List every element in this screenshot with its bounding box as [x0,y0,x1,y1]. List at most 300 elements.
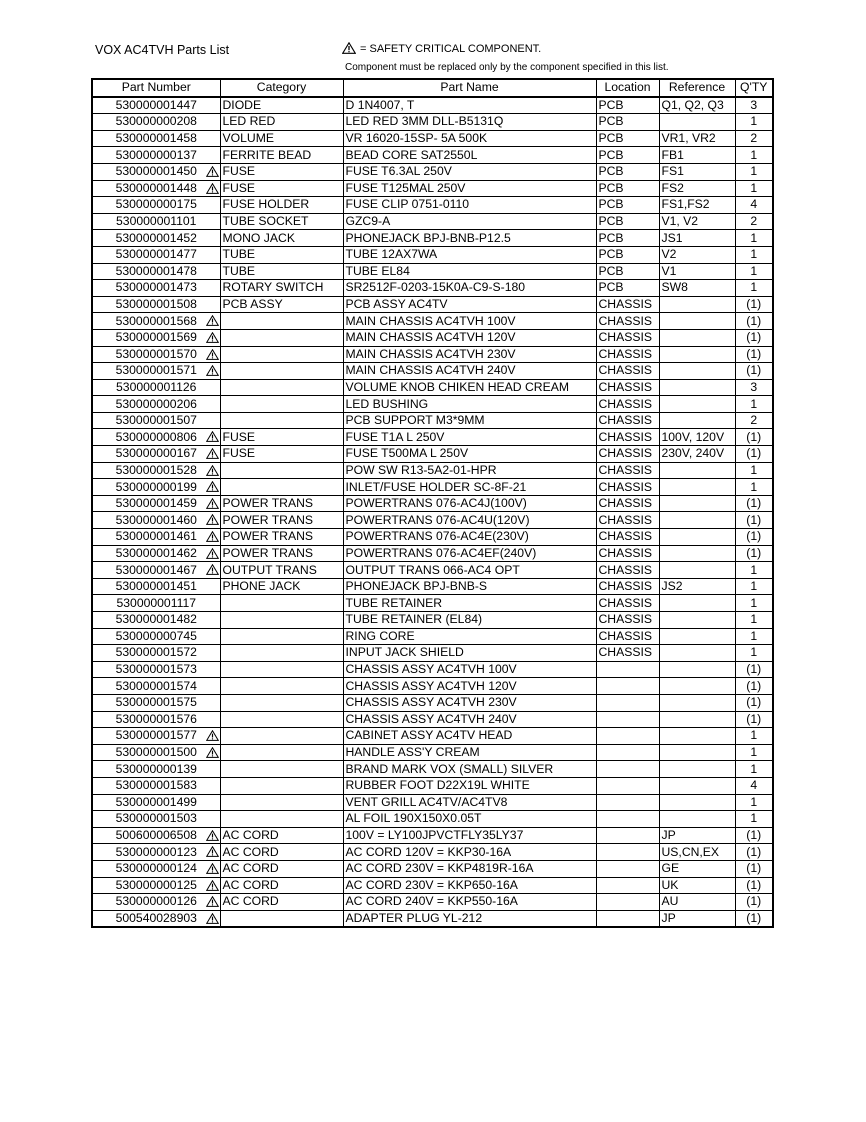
part-name-cell: POWERTRANS 076-AC4E(230V) [343,529,596,546]
quantity-cell: (1) [735,694,773,711]
part-number-cell [92,661,220,678]
quantity-cell: 4 [735,197,773,214]
location-cell: PCB [596,197,659,214]
reference-cell [659,329,735,346]
reference-cell [659,379,735,396]
category-cell: POWER TRANS [220,512,343,529]
part-number: 530000001500 [115,745,197,760]
part-number: 530000001126 [116,379,197,394]
part-name-cell: LED RED 3MM DLL-B5131Q [343,114,596,131]
part-number-cell [92,147,220,164]
category-cell: AC CORD [220,894,343,911]
quantity-cell: (1) [735,363,773,380]
table-row [92,860,773,877]
location-cell: CHASSIS [596,562,659,579]
table-row [92,744,773,761]
part-number: 530000001573 [115,662,197,677]
part-number: 530000000124 [115,861,197,876]
location-cell: CHASSIS [596,512,659,529]
part-name-cell: D 1N4007, T [343,97,596,114]
reference-cell [659,313,735,330]
category-cell: OUTPUT TRANS [220,562,343,579]
location-cell: CHASSIS [596,578,659,595]
category-cell: FUSE [220,180,343,197]
part-name-cell: CHASSIS ASSY AC4TVH 230V [343,694,596,711]
reference-cell [659,645,735,662]
table-row [92,97,773,114]
part-number-cell [92,744,220,761]
category-cell: TUBE [220,263,343,280]
table-row [92,578,773,595]
location-cell: CHASSIS [596,612,659,629]
part-number-cell [92,180,220,197]
part-number: 530000001572 [115,645,197,660]
part-name-cell: VR 16020-15SP- 5A 500K [343,130,596,147]
reference-cell: SW8 [659,280,735,297]
part-number-cell [92,529,220,546]
table-row [92,197,773,214]
location-cell: CHASSIS [596,296,659,313]
category-cell [220,346,343,363]
quantity-cell: 1 [735,811,773,828]
quantity-cell: 1 [735,578,773,595]
reference-cell: VR1, VR2 [659,130,735,147]
quantity-cell: (1) [735,495,773,512]
safety-warning-icon [206,166,219,180]
safety-warning-icon [206,747,219,761]
table-row [92,130,773,147]
part-number-cell [92,379,220,396]
table-row [92,180,773,197]
part-number-cell [92,495,220,512]
part-name-cell: FUSE T6.3AL 250V [343,163,596,180]
quantity-cell: 1 [735,147,773,164]
safety-note: Component must be replaced only by the component specified in this list. [345,62,669,73]
location-cell: CHASSIS [596,446,659,463]
table-row [92,678,773,695]
quantity-cell: (1) [735,529,773,546]
reference-cell [659,296,735,313]
category-cell [220,678,343,695]
part-number-cell [92,429,220,446]
category-cell [220,661,343,678]
part-number: 530000001477 [115,247,197,262]
location-cell: PCB [596,213,659,230]
reference-cell: 230V, 240V [659,446,735,463]
category-cell [220,794,343,811]
category-cell: PHONE JACK [220,578,343,595]
table-row [92,147,773,164]
location-cell: PCB [596,163,659,180]
part-number: 530000001575 [115,695,197,710]
part-name-cell: POWERTRANS 076-AC4U(120V) [343,512,596,529]
part-name-cell: ADAPTER PLUG YL-212 [343,910,596,927]
table-header-row [92,79,773,97]
part-number-cell [92,412,220,429]
category-cell [220,761,343,778]
quantity-cell: 3 [735,97,773,114]
table-row [92,329,773,346]
part-number-cell [92,827,220,844]
quantity-cell: 1 [735,263,773,280]
part-number-cell [92,197,220,214]
quantity-cell: (1) [735,296,773,313]
reference-cell [659,562,735,579]
part-number: 530000001462 [115,545,197,560]
table-row [92,412,773,429]
category-cell [220,612,343,629]
reference-cell: US,CN,EX [659,844,735,861]
category-cell [220,479,343,496]
quantity-cell: 1 [735,163,773,180]
column-header-reference: Reference [659,79,735,97]
category-cell [220,728,343,745]
reference-cell: GE [659,860,735,877]
part-name-cell: TUBE EL84 [343,263,596,280]
part-number-cell [92,612,220,629]
category-cell: MONO JACK [220,230,343,247]
category-cell [220,694,343,711]
part-number-cell [92,562,220,579]
part-number-cell [92,479,220,496]
part-number: 530000001451 [115,579,197,594]
reference-cell [659,529,735,546]
part-number: 500540028903 [115,910,197,925]
safety-warning-icon [206,514,219,528]
quantity-cell: (1) [735,678,773,695]
part-number: 530000001570 [115,346,197,361]
category-cell [220,910,343,927]
quantity-cell: (1) [735,329,773,346]
table-row [92,512,773,529]
reference-cell: FS1,FS2 [659,197,735,214]
part-name-cell: HANDLE ASS'Y CREAM [343,744,596,761]
location-cell: PCB [596,246,659,263]
part-number-cell [92,512,220,529]
category-cell: AC CORD [220,844,343,861]
part-number-cell [92,777,220,794]
part-number: 530000000806 [115,429,197,444]
category-cell: AC CORD [220,877,343,894]
reference-cell [659,495,735,512]
part-number-cell [92,811,220,828]
part-number: 530000001583 [115,778,197,793]
part-name-cell: MAIN CHASSIS AC4TVH 230V [343,346,596,363]
part-number-cell [92,877,220,894]
reference-cell: Q1, Q2, Q3 [659,97,735,114]
category-cell [220,412,343,429]
part-number: 530000001458 [115,131,197,146]
part-number-cell [92,246,220,263]
safety-warning-icon [206,846,219,860]
location-cell [596,894,659,911]
reference-cell [659,678,735,695]
category-cell [220,811,343,828]
part-number-cell [92,114,220,131]
location-cell: PCB [596,130,659,147]
table-row [92,462,773,479]
part-name-cell: POWERTRANS 076-AC4EF(240V) [343,545,596,562]
location-cell [596,811,659,828]
location-cell: CHASSIS [596,346,659,363]
quantity-cell: 1 [735,645,773,662]
part-name-cell: LED BUSHING [343,396,596,413]
reference-cell: JS1 [659,230,735,247]
safety-warning-icon [206,498,219,512]
safety-warning-icon [206,531,219,545]
part-number: 530000001478 [115,263,197,278]
quantity-cell: (1) [735,545,773,562]
category-cell: AC CORD [220,860,343,877]
category-cell: FUSE [220,163,343,180]
table-row [92,910,773,927]
quantity-cell: (1) [735,313,773,330]
category-cell [220,329,343,346]
table-row [92,562,773,579]
location-cell [596,777,659,794]
location-cell [596,678,659,695]
category-cell [220,645,343,662]
quantity-cell: 1 [735,246,773,263]
category-cell: VOLUME [220,130,343,147]
table-row [92,794,773,811]
safety-warning-icon [206,349,219,363]
part-name-cell: FUSE CLIP 0751-0110 [343,197,596,214]
quantity-cell: 2 [735,412,773,429]
part-name-cell: PHONEJACK BPJ-BNB-S [343,578,596,595]
part-number-cell [92,628,220,645]
reference-cell: FS2 [659,180,735,197]
part-number-cell [92,163,220,180]
reference-cell [659,761,735,778]
reference-cell: UK [659,877,735,894]
table-row [92,446,773,463]
quantity-cell: (1) [735,346,773,363]
part-name-cell: FUSE T1A L 250V [343,429,596,446]
part-number: 530000000745 [115,628,197,643]
quantity-cell: (1) [735,429,773,446]
category-cell [220,711,343,728]
category-cell [220,777,343,794]
part-name-cell: OUTPUT TRANS 066-AC4 OPT [343,562,596,579]
quantity-cell: 1 [735,744,773,761]
quantity-cell: (1) [735,860,773,877]
location-cell: PCB [596,263,659,280]
part-number-cell [92,545,220,562]
safety-warning-icon [206,481,219,495]
table-row [92,479,773,496]
part-name-cell: INLET/FUSE HOLDER SC-8F-21 [343,479,596,496]
part-name-cell: AC CORD 230V = KKP650-16A [343,877,596,894]
table-row [92,246,773,263]
part-number: 530000001499 [115,794,197,809]
location-cell [596,910,659,927]
table-row [92,545,773,562]
part-name-cell: RUBBER FOOT D22X19L WHITE [343,777,596,794]
location-cell [596,877,659,894]
reference-cell [659,794,735,811]
reference-cell [659,396,735,413]
quantity-cell: 1 [735,728,773,745]
quantity-cell: 1 [735,628,773,645]
reference-cell [659,512,735,529]
part-name-cell: TUBE RETAINER (EL84) [343,612,596,629]
table-row [92,363,773,380]
reference-cell [659,346,735,363]
part-number: 530000001528 [115,462,197,477]
table-row [92,811,773,828]
category-cell [220,379,343,396]
quantity-cell: (1) [735,512,773,529]
quantity-cell: 4 [735,777,773,794]
safety-warning-icon [206,315,219,329]
part-number-cell [92,230,220,247]
table-row [92,313,773,330]
location-cell: PCB [596,114,659,131]
reference-cell [659,595,735,612]
column-header-quantity: Q'TY [735,79,773,97]
safety-warning-icon [206,913,219,928]
table-row [92,263,773,280]
part-number: 530000001577 [115,728,197,743]
column-header-part-number: Part Number [92,79,220,97]
safety-warning-icon [206,830,219,844]
category-cell: DIODE [220,97,343,114]
part-number-cell [92,396,220,413]
category-cell [220,744,343,761]
category-cell: POWER TRANS [220,495,343,512]
part-name-cell: FUSE T500MA L 250V [343,446,596,463]
quantity-cell: 1 [735,114,773,131]
location-cell: CHASSIS [596,429,659,446]
part-name-cell: POWERTRANS 076-AC4J(100V) [343,495,596,512]
quantity-cell: 3 [735,379,773,396]
reference-cell [659,744,735,761]
location-cell: CHASSIS [596,628,659,645]
safety-warning-icon [206,183,219,197]
location-cell [596,744,659,761]
safety-warning-icon [206,448,219,462]
table-row [92,396,773,413]
location-cell: CHASSIS [596,645,659,662]
column-header-part-name: Part Name [343,79,596,97]
location-cell: PCB [596,280,659,297]
category-cell: POWER TRANS [220,529,343,546]
part-number-cell [92,595,220,612]
part-number-cell [92,678,220,695]
location-cell [596,761,659,778]
category-cell [220,396,343,413]
column-header-location: Location [596,79,659,97]
part-name-cell: GZC9-A [343,213,596,230]
part-number-cell [92,761,220,778]
reference-cell: FB1 [659,147,735,164]
part-name-cell: PCB SUPPORT M3*9MM [343,412,596,429]
part-name-cell: INPUT JACK SHIELD [343,645,596,662]
part-number: 530000001569 [115,330,197,345]
quantity-cell: (1) [735,446,773,463]
table-row [92,694,773,711]
table-row [92,645,773,662]
part-number: 530000001452 [115,230,197,245]
location-cell: CHASSIS [596,462,659,479]
part-number: 530000001473 [115,280,197,295]
table-row [92,628,773,645]
part-number: 530000001574 [115,678,197,693]
table-row [92,711,773,728]
part-number-cell [92,363,220,380]
part-name-cell: AC CORD 240V = KKP550-16A [343,894,596,911]
part-number-cell [92,280,220,297]
part-number-cell [92,645,220,662]
quantity-cell: 2 [735,130,773,147]
reference-cell: JS2 [659,578,735,595]
location-cell: CHASSIS [596,412,659,429]
part-number-cell [92,446,220,463]
location-cell [596,794,659,811]
reference-cell [659,661,735,678]
table-row [92,213,773,230]
location-cell: CHASSIS [596,379,659,396]
reference-cell: V1, V2 [659,213,735,230]
reference-cell: JP [659,910,735,927]
part-number-cell [92,910,220,927]
category-cell [220,595,343,612]
part-number: 530000000175 [115,197,197,212]
quantity-cell: 1 [735,180,773,197]
category-cell: POWER TRANS [220,545,343,562]
part-number: 530000000199 [115,479,197,494]
part-number: 530000000208 [115,114,197,129]
part-number-cell [92,130,220,147]
part-number: 500600006508 [115,828,197,843]
location-cell [596,860,659,877]
quantity-cell: 1 [735,396,773,413]
table-row [92,379,773,396]
part-number: 530000001507 [115,413,197,428]
part-number: 530000000167 [115,446,197,461]
reference-cell [659,628,735,645]
part-name-cell: POW SW R13-5A2-01-HPR [343,462,596,479]
part-number: 530000000123 [115,844,197,859]
part-number-cell [92,860,220,877]
part-name-cell: VENT GRILL AC4TV/AC4TV8 [343,794,596,811]
reference-cell: AU [659,894,735,911]
part-number: 530000001571 [115,363,197,378]
part-name-cell: VOLUME KNOB CHIKEN HEAD CREAM [343,379,596,396]
safety-legend [342,42,541,55]
reference-cell [659,694,735,711]
location-cell: CHASSIS [596,313,659,330]
location-cell: CHASSIS [596,545,659,562]
table-row [92,777,773,794]
reference-cell [659,479,735,496]
part-number-cell [92,263,220,280]
quantity-cell: (1) [735,844,773,861]
part-number: 530000001460 [115,512,197,527]
reference-cell [659,711,735,728]
part-name-cell: MAIN CHASSIS AC4TVH 100V [343,313,596,330]
part-name-cell: PHONEJACK BPJ-BNB-P12.5 [343,230,596,247]
document-title: VOX AC4TVH Parts List [95,43,230,57]
part-number: 530000000125 [115,877,197,892]
reference-cell [659,777,735,794]
category-cell: TUBE SOCKET [220,213,343,230]
part-name-cell: CHASSIS ASSY AC4TVH 240V [343,711,596,728]
location-cell: CHASSIS [596,363,659,380]
reference-cell [659,811,735,828]
quantity-cell: 1 [735,462,773,479]
